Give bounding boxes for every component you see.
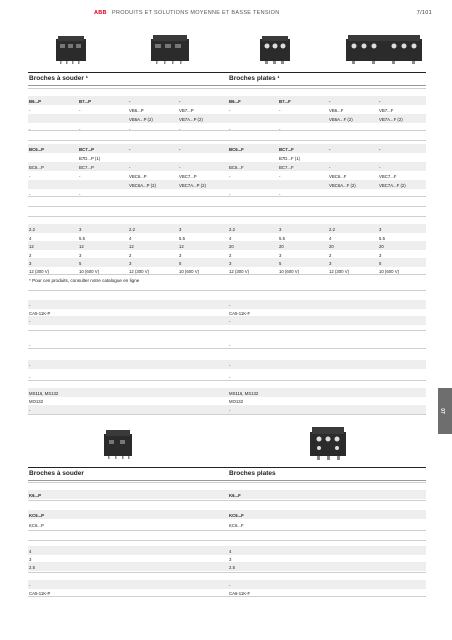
brand-logo: ABB xyxy=(94,10,107,16)
table-cell: 3 xyxy=(179,226,182,232)
table-cell: 10 (600 V) xyxy=(379,268,400,274)
table-cell: - xyxy=(229,191,231,197)
table-cell: 2 xyxy=(29,252,32,258)
table-cell: 5 xyxy=(279,260,282,266)
divider xyxy=(28,414,426,415)
spec-row xyxy=(28,153,426,162)
divider xyxy=(28,130,426,131)
table-cell: - xyxy=(29,173,31,179)
table-cell: K6...P xyxy=(29,492,41,498)
contactor-photo-3 xyxy=(256,34,294,64)
table-cell: BC7...F xyxy=(279,164,294,170)
table-cell: VBC6A...F (2) xyxy=(329,182,356,188)
table-cell: 2.5 xyxy=(29,564,35,570)
table-cell: 2.5 xyxy=(229,564,235,570)
table-cell: - xyxy=(229,126,231,132)
table-cell: VB6...P xyxy=(129,107,144,113)
spec-row xyxy=(28,162,426,171)
table-cell: 20 xyxy=(279,243,284,249)
table-cell: 3 xyxy=(379,226,382,232)
table-cell: - xyxy=(179,98,181,104)
table-cell: - xyxy=(279,107,281,113)
table-cell: - xyxy=(29,362,31,368)
table-cell: 4 xyxy=(129,235,132,241)
table-cell: 3 xyxy=(129,260,132,266)
k-spec-row xyxy=(28,562,426,571)
chapter-tab-label: 07 xyxy=(438,408,445,414)
table-cell: 3 xyxy=(279,252,282,258)
table-cell: VB6...F xyxy=(329,107,344,113)
table-cell: 12 xyxy=(79,243,84,249)
table-cell: 12 xyxy=(29,243,34,249)
table-cell: VBC6A...P (2) xyxy=(129,182,156,188)
divider xyxy=(28,596,426,597)
k-spec-row xyxy=(28,490,426,499)
divider xyxy=(28,540,426,541)
table-cell: 5 xyxy=(179,260,182,266)
spec-row xyxy=(28,171,426,180)
table-cell: KC6...P xyxy=(29,522,44,528)
table-cell: BC7...F xyxy=(279,146,294,152)
table-cell: - xyxy=(279,126,281,132)
table-cell: CA5-11K-P xyxy=(29,590,51,596)
divider xyxy=(28,348,426,349)
table-cell: CA5-11K-F xyxy=(229,310,251,316)
table-cell: 3 xyxy=(229,260,232,266)
table-cell: 4 xyxy=(329,235,332,241)
table-cell: - xyxy=(229,407,231,413)
table-cell: B7D...P (1) xyxy=(79,155,101,161)
table-cell: - xyxy=(29,107,31,113)
contactor-photo-4 xyxy=(344,32,424,66)
table-cell: 3 xyxy=(279,226,282,232)
table-cell: VB7...P xyxy=(179,107,194,113)
heading-flat-pins: Broches plates ¹ xyxy=(229,75,280,82)
table-cell: BC6...F xyxy=(229,164,244,170)
table-cell: K6...F xyxy=(229,492,241,498)
spec-row xyxy=(28,96,426,105)
table-cell: - xyxy=(229,173,231,179)
accessory-row xyxy=(28,316,426,325)
accessory-row xyxy=(28,405,426,414)
table-cell: 4 xyxy=(29,548,32,554)
table-cell: VBC7A...F (2) xyxy=(379,182,406,188)
divider xyxy=(28,330,426,331)
table-cell: - xyxy=(179,164,181,170)
spec-row xyxy=(28,241,426,250)
table-cell: 5.5 xyxy=(279,235,285,241)
table-cell: BC7...P xyxy=(79,164,94,170)
table-cell: 3 xyxy=(329,260,332,266)
accessory-row xyxy=(28,396,426,405)
table-cell: 4 xyxy=(229,235,232,241)
table-cell: - xyxy=(379,98,381,104)
table-cell: KC6...F xyxy=(229,522,244,528)
section-heading-pins-2 xyxy=(28,467,426,481)
table-cell: - xyxy=(29,191,31,197)
table-cell: 12 (300 V) xyxy=(329,268,350,274)
table-cell: VB7A...F (2) xyxy=(379,116,403,122)
divider xyxy=(28,206,426,207)
table-cell: 5.5 xyxy=(379,235,385,241)
footnote: * Pour ces produits, consulter notre catalogue en ligne xyxy=(29,278,140,283)
spec-row xyxy=(28,144,426,153)
contactor-photo-1 xyxy=(52,34,90,64)
table-cell: 10 (600 V) xyxy=(179,268,200,274)
table-cell: - xyxy=(379,146,381,152)
table-cell: - xyxy=(129,98,131,104)
table-cell: MS116, MS132 xyxy=(229,390,259,396)
table-cell: VBC6...P xyxy=(129,173,147,179)
table-cell: 2.2 xyxy=(229,226,235,232)
contactor-photo-2 xyxy=(148,33,192,65)
table-cell: 3 xyxy=(79,226,82,232)
table-cell: KC6...P xyxy=(29,512,45,518)
table-cell: B7...F xyxy=(279,98,291,104)
divider xyxy=(28,530,426,531)
table-cell: VB6A...P (2) xyxy=(129,116,153,122)
spec-row xyxy=(28,180,426,189)
table-cell: 3 xyxy=(379,252,382,258)
table-cell: 2 xyxy=(229,252,232,258)
table-cell: - xyxy=(129,164,131,170)
table-cell: 20 xyxy=(329,243,334,249)
k-spec-row xyxy=(28,520,426,529)
divider xyxy=(28,380,426,381)
table-cell: - xyxy=(29,374,31,380)
accessory-row xyxy=(28,360,426,369)
table-cell: 12 xyxy=(129,243,134,249)
table-cell: 3 xyxy=(229,556,232,562)
table-cell: MO132 xyxy=(229,398,244,404)
table-cell: 3 xyxy=(29,556,32,562)
table-cell: 4 xyxy=(229,548,232,554)
table-cell: - xyxy=(179,146,181,152)
table-cell: B6...P xyxy=(29,98,41,104)
table-cell: CA6-11K-F xyxy=(229,590,251,596)
table-cell: BC6...P xyxy=(29,146,45,152)
divider xyxy=(28,572,426,573)
table-cell: - xyxy=(29,318,31,324)
table-cell: - xyxy=(129,126,131,132)
table-cell: - xyxy=(179,126,181,132)
table-cell: 5 xyxy=(79,260,82,266)
table-cell: - xyxy=(229,107,231,113)
table-cell: - xyxy=(29,582,31,588)
table-cell: - xyxy=(79,191,81,197)
table-cell: 10 (600 V) xyxy=(79,268,100,274)
table-cell: 5.5 xyxy=(179,235,185,241)
divider xyxy=(28,196,426,197)
table-cell: B6...F xyxy=(229,98,241,104)
table-cell: VBC6...F xyxy=(329,173,347,179)
spec-row xyxy=(28,105,426,114)
header-title: PRODUITS ET SOLUTIONS MOYENNE ET BASSE TENSION xyxy=(112,10,280,16)
table-cell: - xyxy=(229,302,231,308)
table-cell: 20 xyxy=(379,243,384,249)
divider xyxy=(28,500,426,501)
table-cell: - xyxy=(79,173,81,179)
table-cell: - xyxy=(29,302,31,308)
table-cell: 5 xyxy=(379,260,382,266)
table-cell: 10 (600 V) xyxy=(279,268,300,274)
table-cell: 3 xyxy=(79,252,82,258)
divider xyxy=(28,140,426,141)
table-cell: 12 (300 V) xyxy=(29,268,50,274)
table-cell: BC6...F xyxy=(229,146,244,152)
k-spec-row xyxy=(28,510,426,519)
table-cell: 2.2 xyxy=(29,226,35,232)
heading-solder-pins-2: Broches à souder xyxy=(29,470,84,477)
table-cell: VB6A...F (2) xyxy=(329,116,353,122)
table-cell: B7...P xyxy=(79,98,91,104)
table-cell: - xyxy=(229,582,231,588)
table-cell: 20 xyxy=(229,243,234,249)
section-heading-pins xyxy=(28,72,426,86)
table-cell: 2.2 xyxy=(129,226,135,232)
table-cell: 12 (300 V) xyxy=(229,268,250,274)
table-cell: VB7A...P (2) xyxy=(179,116,203,122)
table-cell: - xyxy=(329,98,331,104)
contactor-photo-6 xyxy=(306,424,350,462)
table-cell: 12 xyxy=(179,243,184,249)
table-cell: BC6...P xyxy=(29,164,44,170)
table-cell: - xyxy=(229,342,231,348)
table-cell: 4 xyxy=(29,235,32,241)
table-cell: - xyxy=(279,173,281,179)
spec-row xyxy=(28,224,426,233)
table-cell: BC7...P xyxy=(79,146,95,152)
table-cell: - xyxy=(129,146,131,152)
table-cell: 2.2 xyxy=(329,226,335,232)
table-cell: 2 xyxy=(329,252,332,258)
divider xyxy=(28,274,426,275)
table-cell: VBC7...F xyxy=(379,173,397,179)
table-cell: - xyxy=(229,318,231,324)
table-cell: - xyxy=(329,146,331,152)
table-cell: - xyxy=(29,407,31,413)
table-cell: - xyxy=(79,126,81,132)
table-cell: MO132 xyxy=(29,398,44,404)
table-cell: 3 xyxy=(179,252,182,258)
table-cell: VB7...F xyxy=(379,107,394,113)
table-cell: - xyxy=(29,126,31,132)
contactor-photo-5 xyxy=(100,428,136,460)
table-cell: 12 (300 V) xyxy=(129,268,150,274)
table-cell: VBC7...P xyxy=(179,173,197,179)
table-cell: B7D...F (1) xyxy=(279,155,301,161)
table-cell: 2 xyxy=(129,252,132,258)
table-cell: MS116, MS132 xyxy=(29,390,59,396)
table-cell: VBC7A...P (2) xyxy=(179,182,206,188)
table-cell: - xyxy=(29,342,31,348)
table-cell: - xyxy=(379,164,381,170)
table-cell: - xyxy=(279,191,281,197)
table-cell: KC6...F xyxy=(229,512,244,518)
table-cell: - xyxy=(229,362,231,368)
chapter-tab xyxy=(438,388,452,434)
table-cell: CA5-11K-P xyxy=(29,310,51,316)
divider xyxy=(28,482,426,483)
heading-flat-pins-2: Broches plates xyxy=(229,470,276,477)
table-cell: - xyxy=(329,164,331,170)
page-number: 7/101 xyxy=(416,10,432,16)
divider xyxy=(28,216,426,217)
divider xyxy=(28,88,426,89)
divider xyxy=(28,290,426,291)
table-cell: 3 xyxy=(29,260,32,266)
table-cell: - xyxy=(229,374,231,380)
heading-solder-pins: Broches à souder ¹ xyxy=(29,75,88,82)
table-cell: 5.5 xyxy=(79,235,85,241)
spec-row xyxy=(28,114,426,123)
table-cell: - xyxy=(79,107,81,113)
spec-row xyxy=(28,124,426,133)
